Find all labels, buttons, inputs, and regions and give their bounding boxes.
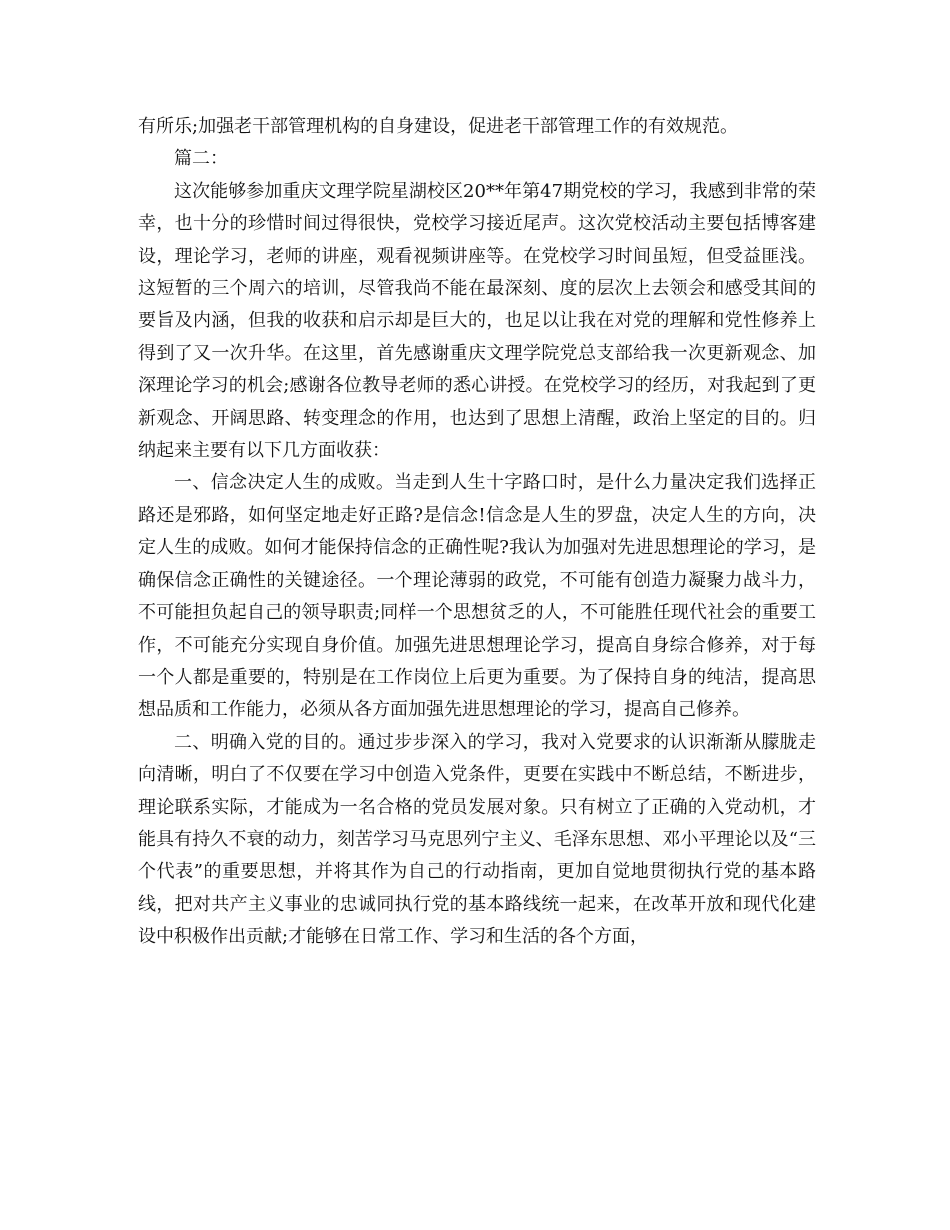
paragraph-point-one: 一、信念决定人生的成败。当走到人生十字路口时，是什么力量决定我们选择正路还是邪路，如何坚定地走好正路?是信念!信念是人生的罗盘，决定人生的方向，决定人生的成败。如何才能保持信念的正确性呢?我认为加强对先进思想理论的学习，是确保信念正确性的关键途径。一个理论薄弱的政党，不可能有创造力凝聚力战斗力，不可能担负起自己的领导职责;同样一个思想贫乏的人，不可能胜任现代社会的重要工作，不可能充分实现自身价值。加强先进思想理论学习，提高自身综合修养，对于每一个人都是重要的，特别是在工作岗位上后更为重要。为了保持自身的纯洁，提高思想品质和工作能力，必须从各方面加强先进思想理论的学习，提高自己修养。 (138, 472, 816, 721)
paragraph-intro: 这次能够参加重庆文理学院星湖校区20**年第47期党校的学习，我感到非常的荣幸，也十分的珍惜时间过得很快，党校学习接近尾声。这次党校活动主要包括博客建设，理论学习，老师的讲座，观看视频讲座等。在党校学习时间虽短，但受益匪浅。这短暂的三个周六的培训，尽管我尚不能在最深刻、度的层次上去领会和感受其间的要旨及内涵，但我的收获和启示却是巨大的，也足以让我在对党的理解和党性修养上得到了又一次升华。在这里，首先感谢重庆文理学院党总支部给我一次更新观念、加深理论学习的机会;感谢各位教导老师的悉心讲授。在党校学习的经历，对我起到了更新观念、开阔思路、转变理念的作用，也达到了思想上清醒，政治上坚定的目的。归纳起来主要有以下几方面收获： (138, 180, 816, 462)
paragraph-point-two: 二、明确入党的目的。通过步步深入的学习，我对入党要求的认识渐渐从朦胧走向清晰，明白了不仅要在学习中创造入党条件，更要在实践中不断总结，不断进步，理论联系实际，才能成为一名合格的党员发展对象。只有树立了正确的入党动机，才能具有持久不衰的动力，刻苦学习马克思列宁主义、毛泽东思想、邓小平理论以及“三个代表”的重要思想，并将其作为自己的行动指南，更加自觉地贯彻执行党的基本路线，把对共产主义事业的忠诚同执行党的基本路线统一起来，在改革开放和现代化建设中积极作出贡献;才能够在日常工作、学习和生活的各个方面， (138, 731, 816, 948)
paragraph-continuation: 有所乐;加强老干部管理机构的自身建设，促进老干部管理工作的有效规范。 (138, 116, 739, 137)
section-heading: 篇二： (174, 148, 228, 170)
document-page (138, 111, 816, 954)
